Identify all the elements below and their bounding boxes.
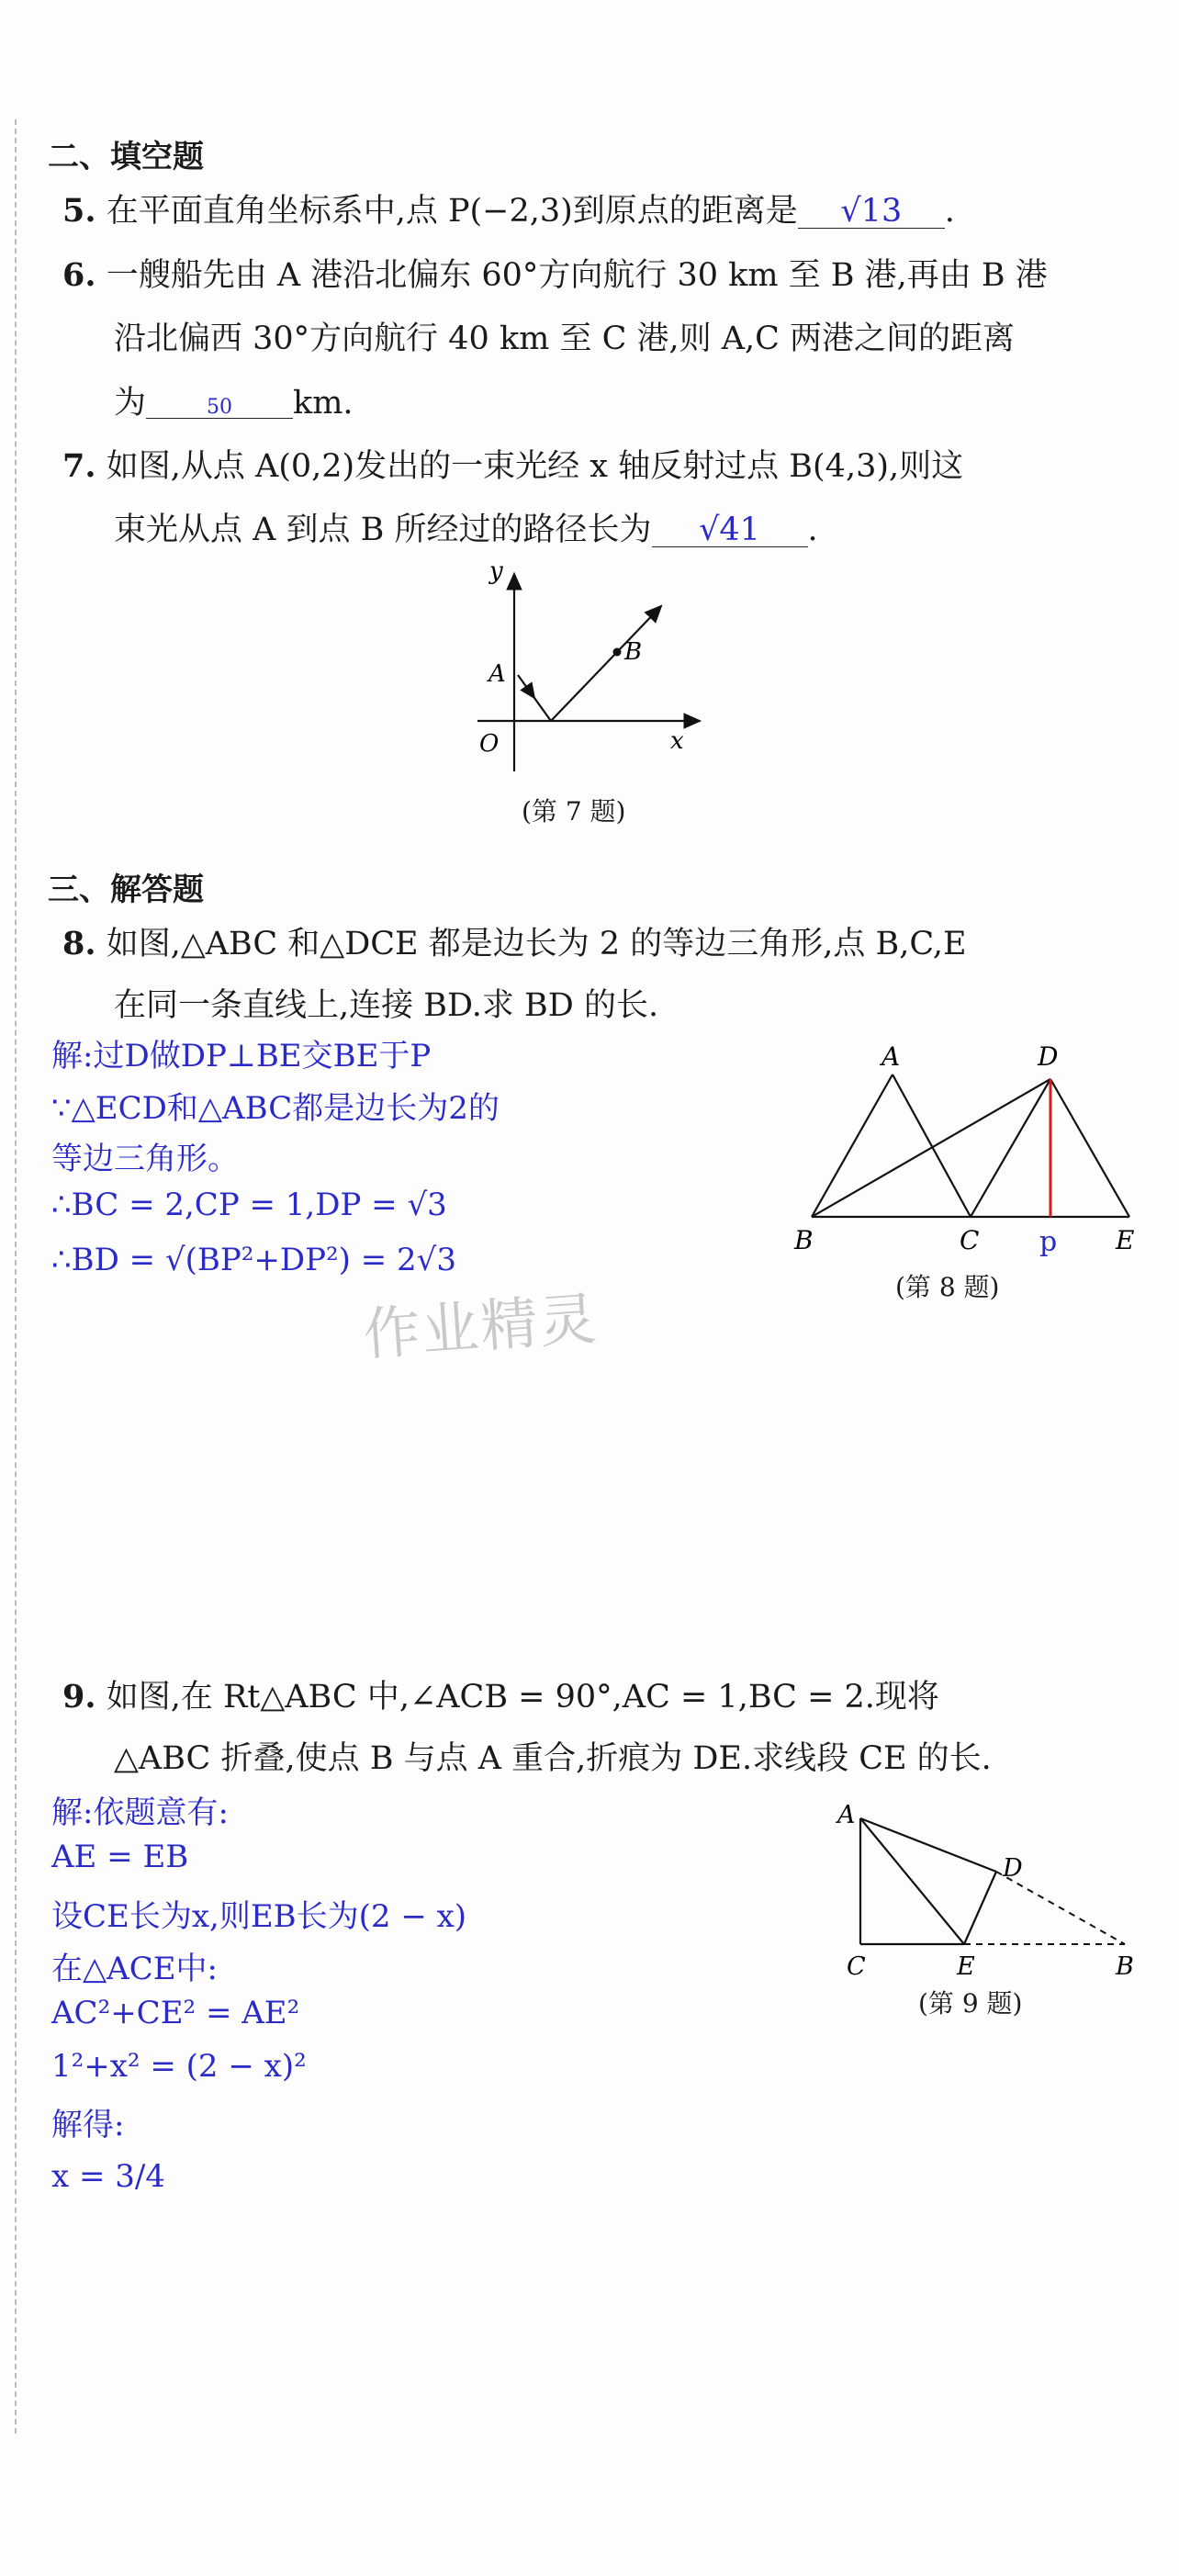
point-c-label: C [960, 1225, 980, 1255]
point-d-label: D [1003, 1854, 1023, 1883]
point-d-label: D [1038, 1041, 1059, 1072]
question-6-line-3 [114, 385, 354, 422]
question-text: 为 [114, 385, 147, 422]
figure-q8-triangles [790, 1038, 1157, 1304]
x-label: x [670, 727, 684, 755]
point-b-label: B [624, 638, 643, 666]
question-text: km. [293, 385, 354, 422]
point-b-label: B [1116, 1952, 1134, 1981]
question-text: 束光从点 A 到点 B 所经过的路径长为 [114, 512, 652, 548]
question-number: 9. [62, 1678, 96, 1715]
question-7-line-2 [114, 514, 818, 547]
solution-line: 1²+x² = (2 − x)² [51, 2048, 307, 2085]
question-end: . [807, 512, 818, 548]
question-number: 8. [62, 925, 96, 962]
question-end: . [944, 193, 955, 230]
question-text: 如图,在 Rt△ABC 中,∠ACB = 90°,AC = 1,BC = 2.现将 [106, 1679, 939, 1715]
segment-ad [860, 1818, 996, 1872]
figure-q7-light-reflection [459, 560, 725, 781]
side-de [1050, 1079, 1129, 1217]
point-p-label: p [1039, 1226, 1058, 1258]
side-ac [893, 1074, 971, 1217]
point-c-label: C [847, 1952, 866, 1981]
point-e-label: E [957, 1952, 975, 1981]
solution-line: ∴BD = √(BP²+DP²) = 2√3 [51, 1242, 456, 1278]
reflected-ray [551, 606, 661, 721]
solution-line: 解得: [51, 2107, 125, 2143]
solution-line: 在△ACE中: [51, 1951, 218, 1987]
watermark: 作业精灵 [361, 1285, 601, 1368]
solution-line: AC²+CE² = AE² [51, 1995, 300, 2031]
section-title-solution: 三、解答题 [48, 872, 204, 908]
solution-line: 解:过D做DP⊥BE交BE于P [51, 1038, 432, 1074]
figure-caption-q9: (第 9 题) [918, 1988, 1023, 2019]
side-ab [812, 1074, 893, 1217]
question-text: 如图,从点 A(0,2)发出的一束光经 x 轴反射过点 B(4,3),则这 [106, 448, 964, 485]
solution-line: 设CE长为x,则EB长为(2 − x) [51, 1898, 467, 1935]
section-title-fill-blank: 二、填空题 [48, 139, 204, 175]
question-8-line-1 [62, 925, 967, 962]
left-margin-line [15, 119, 17, 2434]
point-e-label: E [1116, 1225, 1135, 1255]
question-5 [62, 192, 955, 230]
point-a-label: A [881, 1041, 901, 1072]
y-label: y [489, 560, 503, 585]
question-6-line-2: 沿北偏西 30°方向航行 40 km 至 C 港,则 A,C 两港之间的距离 [114, 321, 1016, 357]
question-6-line-1 [62, 256, 1048, 294]
solution-line: ∵△ECD和△ABC都是边长为2的 [51, 1090, 500, 1127]
figure-caption-q7: (第 7 题) [522, 796, 626, 827]
solution-line: ∴BC = 2,CP = 1,DP = √3 [51, 1187, 447, 1223]
point-a-label: A [488, 660, 506, 688]
point-a-label: A [837, 1801, 856, 1829]
answer-blank: √41 [652, 514, 808, 547]
solution-line: 等边三角形。 [51, 1141, 239, 1177]
figure-q9-folding [826, 1795, 1148, 1988]
point-b-label: B [794, 1225, 814, 1255]
incident-arrow [528, 689, 534, 698]
solution-line: AE = EB [51, 1839, 189, 1875]
crease-de [964, 1872, 996, 1944]
question-9-line-2: △ABC 折叠,使点 B 与点 A 重合,折痕为 DE.求线段 CE 的长. [114, 1740, 992, 1777]
answer-blank: 50 [146, 398, 293, 419]
origin-label: O [479, 730, 500, 758]
side-cd [971, 1079, 1050, 1217]
figure-caption-q8: (第 8 题) [895, 1272, 1000, 1302]
point-b [613, 648, 622, 657]
answer-blank: √13 [798, 196, 945, 229]
question-number: 6. [62, 256, 96, 294]
solution-line: x = 3/4 [51, 2158, 165, 2195]
question-text: 在平面直角坐标系中,点 P(−2,3)到原点的距离是 [106, 193, 798, 230]
question-9-line-1 [62, 1678, 939, 1715]
question-7-line-1 [62, 447, 964, 485]
segment-ae [860, 1818, 964, 1944]
segment-bd [812, 1079, 1050, 1217]
question-number: 7. [62, 447, 96, 485]
question-text: 如图,△ABC 和△DCE 都是边长为 2 的等边三角形,点 B,C,E [106, 926, 967, 962]
question-8-line-2: 在同一条直线上,连接 BD.求 BD 的长. [114, 987, 659, 1024]
solution-line: 解:依题意有: [51, 1794, 229, 1831]
question-number: 5. [62, 192, 96, 230]
question-text: 一艘船先由 A 港沿北偏东 60°方向航行 30 km 至 B 港,再由 B 港 [106, 257, 1048, 294]
